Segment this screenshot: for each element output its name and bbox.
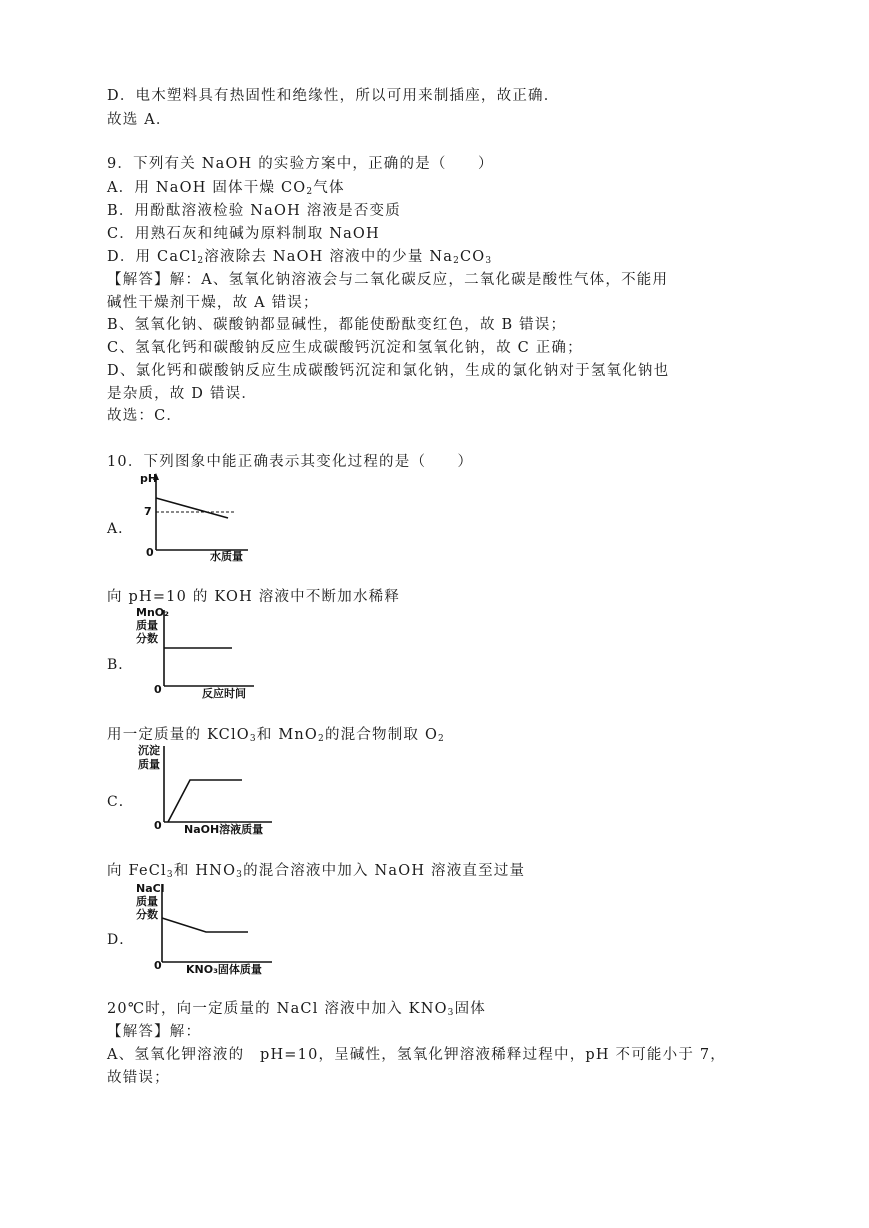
option-b-description: 用一定质量的 KClO$_3$和 MnO$_2$的混合物制取 $O_2$ bbox=[107, 727, 445, 744]
y-axis-label: 质量 bbox=[136, 619, 158, 632]
x-axis-label: 水质量 bbox=[210, 550, 243, 563]
y-axis-label: 质量 bbox=[138, 758, 160, 771]
question-9-option-b: B．用酚酞溶液检验 NaOH 溶液是否变质 bbox=[107, 203, 401, 219]
x-axis-label: 反应时间 bbox=[202, 687, 246, 700]
origin-label: 0 bbox=[154, 683, 162, 696]
option-c-description: 向 FeCl$_3$和 $HNO_3$的混合溶液中加入 NaOH 溶液直至过量 bbox=[107, 863, 526, 880]
chart-c bbox=[134, 742, 280, 842]
y-axis-label: pH bbox=[140, 472, 158, 485]
answer-line: 是杂质，故 D 错误． bbox=[107, 386, 258, 402]
answer-line: A、氢氧化钾溶液的 pH=10，呈碱性，氢氧化钾溶液稀释过程中，pH 不可能小于 7， bbox=[107, 1047, 726, 1063]
y-axis-label: NaCl bbox=[136, 882, 165, 895]
origin-label: 0 bbox=[154, 959, 162, 972]
origin-label: 0 bbox=[146, 546, 154, 559]
option-a-label: A． bbox=[107, 521, 134, 537]
origin-label: 0 bbox=[154, 819, 162, 832]
answer-line: 碱性干燥剂干燥，故 A 错误； bbox=[107, 295, 319, 311]
answer-line: C、氢氧化钙和碳酸钠反应生成碳酸钙沉淀和氢氧化钠，故 C 正确； bbox=[107, 340, 583, 356]
answer-line: B、氢氧化钠、碳酸钠都显碱性，都能使酚酞变红色，故 B 错误； bbox=[107, 317, 567, 333]
chart-b bbox=[134, 604, 260, 704]
option-b-label: B． bbox=[107, 657, 134, 673]
option-c-label: C． bbox=[107, 794, 134, 810]
answer-line: 【解答】解： bbox=[107, 1024, 202, 1040]
option-a-description: 向 pH=10 的 KOH 溶液中不断加水稀释 bbox=[107, 589, 401, 605]
answer-line: D、氯化钙和碳酸钠反应生成碳酸钙沉淀和氯化钠，生成的氯化钠对于氢氧化钠也 bbox=[107, 363, 670, 379]
chart-d bbox=[134, 880, 280, 980]
question-9-stem: 9．下列有关 NaOH 的实验方案中，正确的是（ ） bbox=[107, 156, 494, 172]
chart-a bbox=[136, 470, 256, 566]
y-axis-label: 分数 bbox=[136, 908, 158, 921]
answer-line: 【解答】解：A、氢氧化钠溶液会与二氧化碳反应，二氧化碳是酸性气体，不能用 bbox=[107, 272, 669, 288]
question-9-option-a: A．用 NaOH 固体干燥 $CO_2$气体 bbox=[107, 180, 345, 197]
y-axis-label: 质量 bbox=[136, 895, 158, 908]
curve bbox=[168, 780, 242, 822]
y-axis-label: 沉淀 bbox=[138, 744, 160, 757]
x-axis-label: KNO₃固体质量 bbox=[186, 963, 262, 976]
y-axis-label: MnO₂ bbox=[136, 606, 169, 619]
x-axis-label: NaOH溶液质量 bbox=[184, 823, 264, 836]
curve bbox=[156, 498, 228, 518]
option-d-label: D． bbox=[107, 932, 135, 948]
tick-label: 7 bbox=[144, 505, 152, 518]
question-10-stem: 10．下列图象中能正确表示其变化过程的是（ ） bbox=[107, 454, 474, 470]
text-line: D．电木塑料具有热固性和绝缘性，所以可用来制插座，故正确． bbox=[107, 88, 560, 104]
answer-line: 故错误； bbox=[107, 1070, 170, 1086]
option-d-description: 20℃时，向一定质量的 NaCl 溶液中加入 $KNO_3$固体 bbox=[107, 1001, 487, 1018]
question-9-option-c: C．用熟石灰和纯碱为原料制取 NaOH bbox=[107, 226, 380, 242]
answer-line: 故选：C． bbox=[107, 408, 183, 424]
question-9-option-d: D．用 CaCl$_2$溶液除去 NaOH 溶液中的少量 $Na_2CO_3$ bbox=[107, 249, 493, 266]
curve bbox=[162, 918, 248, 932]
y-axis-label: 分数 bbox=[136, 632, 158, 645]
text-line: 故选 A． bbox=[107, 112, 172, 128]
